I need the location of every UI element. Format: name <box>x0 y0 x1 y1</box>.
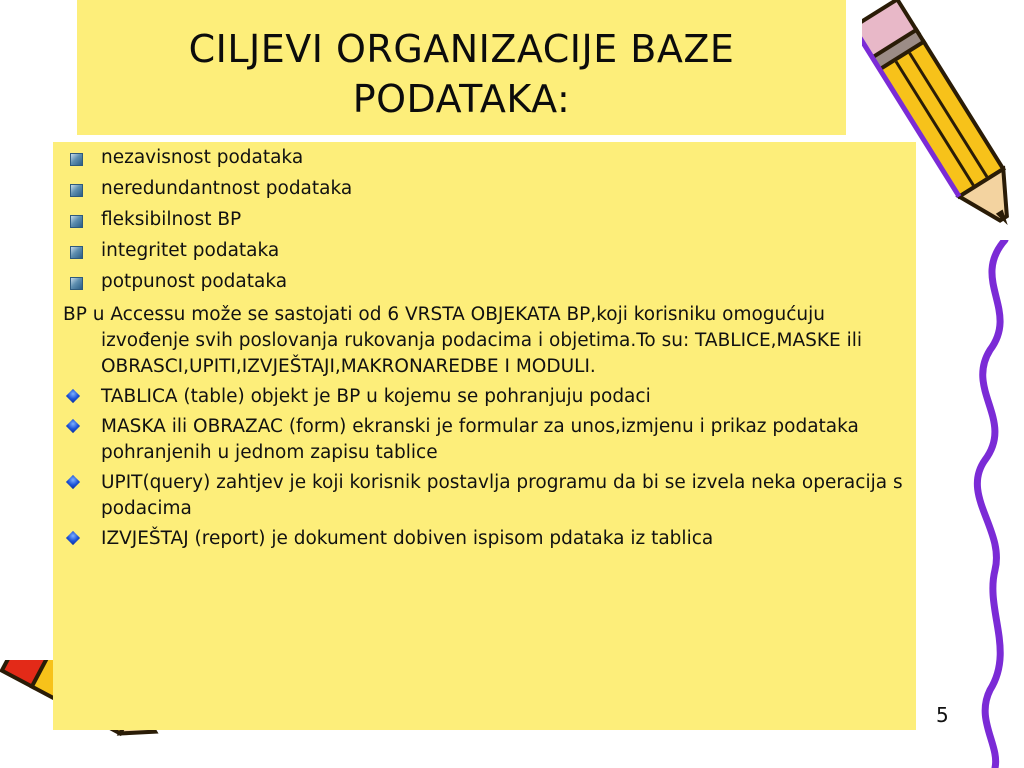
square-bullet-icon <box>70 184 83 197</box>
square-bullet-icon <box>70 277 83 290</box>
intro-paragraph: BP u Accessu može se sastojati od 6 VRSTA OBJEKATA BP,koji korisniku omogućuju izvođenje svih poslovanja rukovanja podacima i objetima.To su: TABLICE,MASKE ili OBRASCI,UPITI,IZVJEŠTAJI,MAKRONAREDBE I MODULI. <box>63 304 863 377</box>
list-item: neredundantnost podataka <box>53 176 916 207</box>
list-item: nezavisnost podataka <box>53 145 916 176</box>
diamond-bullet-icon <box>66 419 80 433</box>
list-item: TABLICA (table) objekt je BP u kojemu se pohranjuju podaci <box>53 384 916 410</box>
list-item: fleksibilnost BP <box>53 207 916 238</box>
list-item: potpunost podataka <box>53 269 916 300</box>
content-list <box>53 142 916 552</box>
squiggle-line <box>960 240 1024 768</box>
square-bullet-icon <box>70 246 83 259</box>
list-item: integritet podataka <box>53 238 916 269</box>
list-item: UPIT(query) zahtjev je koji korisnik postavlja programu da bi se izvela neka operacija s podacima <box>53 470 916 522</box>
square-bullet-icon <box>70 153 83 166</box>
content-panel <box>53 142 916 730</box>
diamond-bullet-icon <box>66 531 80 545</box>
diamond-bullet-icon <box>66 475 80 489</box>
diamond-bullet-icon <box>66 389 80 403</box>
slide-title: CILJEVI ORGANIZACIJE BAZE PODATAKA: <box>188 27 735 121</box>
list-item: IZVJEŠTAJ (report) je dokument dobiven ispisom pdataka iz tablica <box>53 526 916 552</box>
square-bullet-icon <box>70 215 83 228</box>
list-item: MASKA ili OBRAZAC (form) ekranski je formular za unos,izmjenu i prikaz podataka pohranjenih u jednom zapisu tablice <box>53 414 916 466</box>
page-number: 5 <box>936 703 949 727</box>
title-panel <box>77 0 846 135</box>
